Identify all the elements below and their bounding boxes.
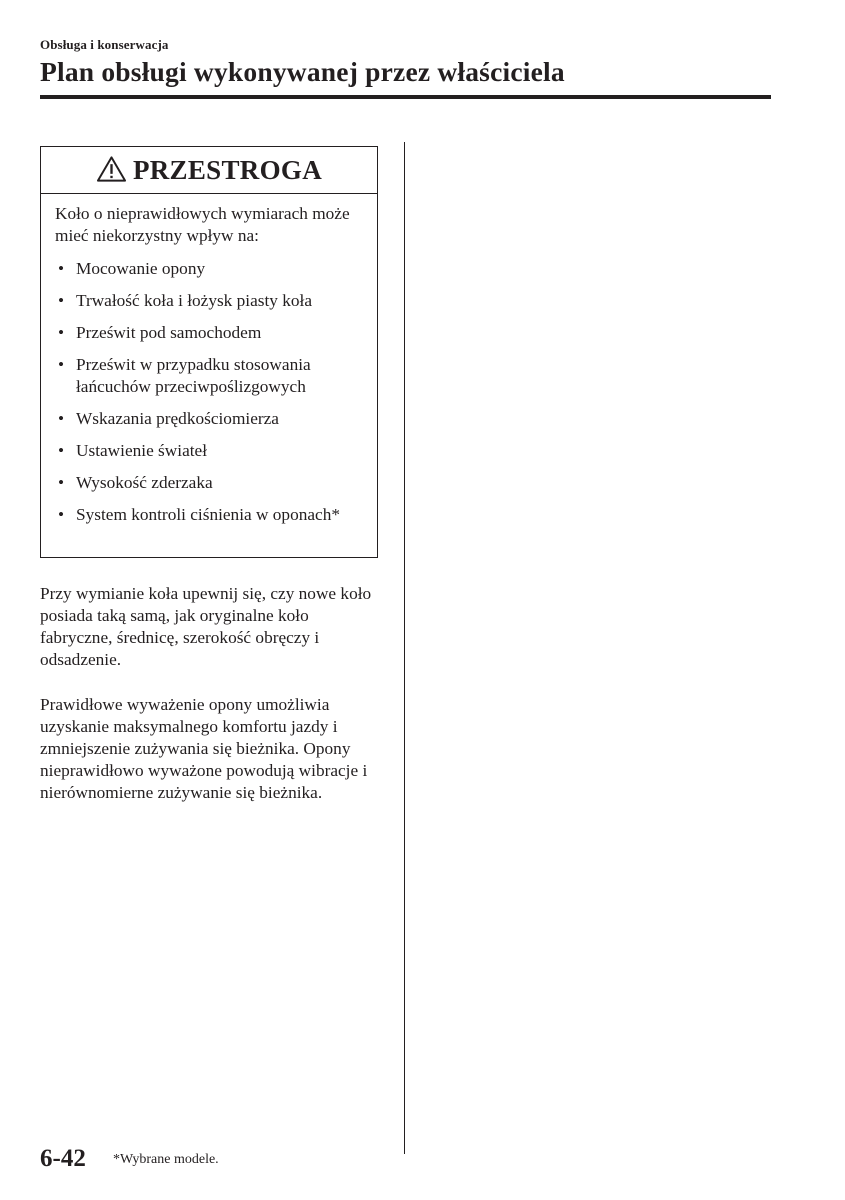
list-item-text: Wskazania prędkościomierza: [76, 409, 279, 428]
caution-header: [41, 147, 377, 194]
column-divider: [404, 142, 405, 1154]
section-label: Obsługa i konserwacja: [40, 37, 169, 52]
list-item-text: Wysokość zderzaka: [76, 473, 213, 492]
list-item: [55, 504, 365, 526]
list-item-text: Trwałość koła i łożysk piasty koła: [76, 291, 312, 310]
page-title: Plan obsługi wykonywanej przez właściciela: [40, 56, 565, 87]
caution-box: [40, 146, 378, 558]
list-item: [55, 408, 365, 430]
list-item: [55, 290, 365, 312]
caution-intro: Koło o nieprawidłowych wymiarach może mieć niekorzystny wpływ na:: [55, 204, 350, 245]
bullet-icon: •: [58, 409, 65, 428]
list-item: [55, 472, 365, 494]
list-item-text: Prześwit pod samochodem: [76, 323, 262, 342]
list-item-text: Ustawienie świateł: [76, 441, 208, 460]
warning-triangle-icon: [96, 155, 127, 183]
bullet-icon: •: [58, 505, 65, 524]
list-item: [55, 354, 365, 398]
bullet-icon: •: [58, 291, 65, 310]
list-item: [55, 322, 365, 344]
title-rule: [40, 95, 771, 99]
footnote: *Wybrane modele.: [113, 1152, 219, 1167]
page-number: 6-42: [40, 1145, 86, 1172]
body-paragraph-wheel-replacement: Przy wymianie koła upewnij się, czy nowe koło posiada taką samą, jak oryginalne koło fabryczne, średnicę, szerokość obręczy i odsadzenie.: [40, 584, 372, 669]
list-item: [55, 258, 365, 280]
caution-list: [55, 258, 365, 526]
caution-title: PRZESTROGA: [132, 154, 323, 185]
caution-body: [41, 194, 377, 526]
bullet-icon: •: [58, 323, 65, 342]
list-item-text: Prześwit w przypadku stosowania łańcuchów przeciwpoślizgowych: [76, 355, 311, 396]
list-item: [55, 440, 365, 462]
bullet-icon: •: [58, 259, 65, 278]
body-paragraph-tire-balance: Prawidłowe wyważenie opony umożliwia uzyskanie maksymalnego komfortu jazdy i zmniejszenie zużywania się bieżnika. Opony nieprawidłowo wyważone powodują wibracje i nierównomierne zużywanie się bieżnika.: [40, 695, 368, 802]
bullet-icon: •: [58, 441, 65, 460]
bullet-icon: •: [58, 355, 65, 374]
list-item-text: System kontroli ciśnienia w oponach*: [76, 505, 340, 524]
list-item-text: Mocowanie opony: [76, 259, 206, 278]
bullet-icon: •: [58, 473, 65, 492]
